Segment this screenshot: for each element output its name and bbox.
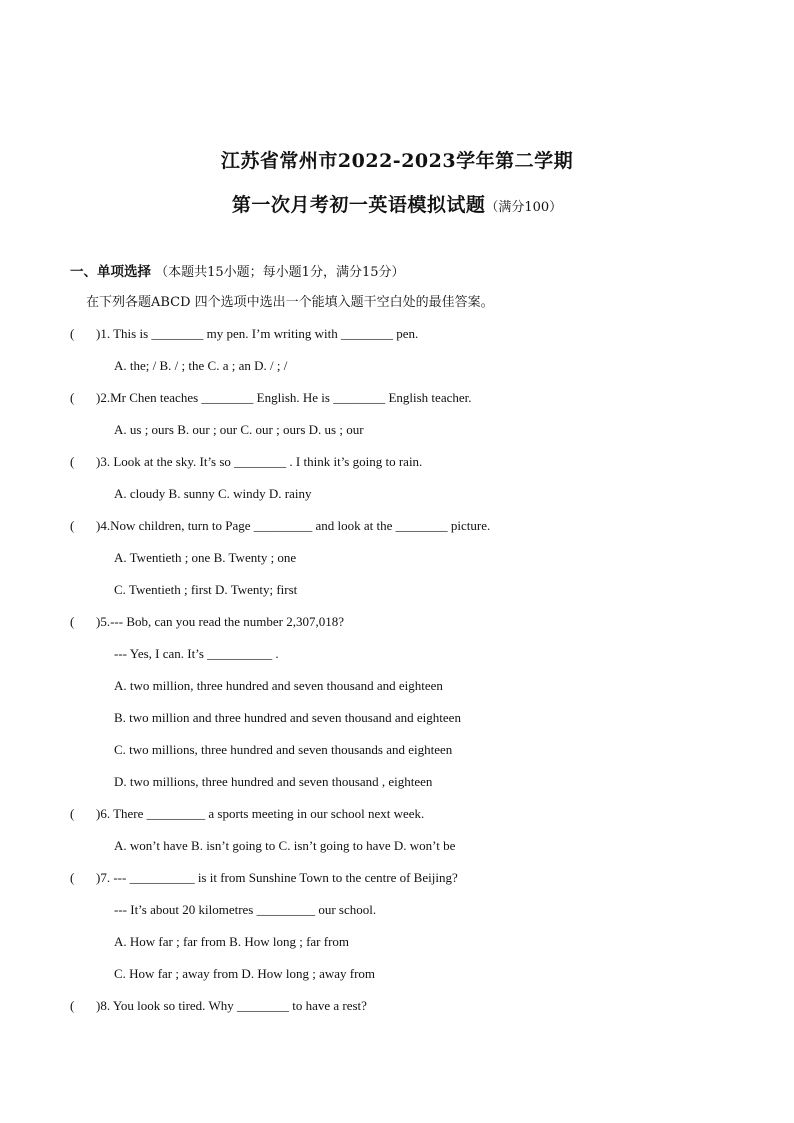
question-text: )5.--- Bob, can you read the number 2,307,018? — [96, 614, 345, 629]
question-text: )6. There _________ a sports meeting in our school next week. — [96, 806, 425, 821]
answer-blank: ( — [70, 390, 75, 405]
question-option: --- Yes, I can. It’s __________ . — [114, 646, 279, 661]
answer-blank: ( — [70, 454, 75, 469]
question-option: --- It’s about 20 kilometres _________ our school. — [114, 902, 377, 917]
section-scoring-note: （本题共15小题；每小题1分，满分15分） — [155, 265, 405, 280]
question-option: C. two millions, three hundred and seven thousands and eighteen — [114, 742, 453, 757]
question-text: )4.Now children, turn to Page _________ and look at the ________ picture. — [96, 518, 491, 533]
answer-blank: ( — [70, 614, 75, 629]
question-option: A. the; / B. / ; the C. a ; an D. / ; / — [114, 358, 288, 373]
question-option: A. us ; ours B. our ; our C. our ; ours D. us ; our — [114, 422, 364, 437]
section-instruction: 在下列各题ABCD 四个选项中选出一个能填入题干空白处的最佳答案。 — [86, 295, 494, 310]
full-score-note: （满分100） — [485, 200, 563, 215]
question-option: B. two million and three hundred and seven thousand and eighteen — [114, 710, 461, 725]
question-option: D. two millions, three hundred and seven thousand , eighteen — [114, 774, 433, 789]
question-text: )8. You look so tired. Why ________ to have a rest? — [96, 998, 367, 1013]
question-option: A. won’t have B. isn’t going to C. isn’t going to have D. won’t be — [114, 838, 456, 853]
exam-title-text: 第一次月考初一英语模拟试题 — [231, 194, 486, 216]
answer-blank: ( — [70, 518, 75, 533]
question-option: A. two million, three hundred and seven thousand and eighteen — [114, 678, 443, 693]
answer-blank: ( — [70, 806, 75, 821]
answer-blank: ( — [70, 998, 75, 1013]
question-text: )7. --- __________ is it from Sunshine Town to the centre of Beijing? — [96, 870, 458, 885]
question-option: C. How far ; away from D. How long ; away from — [114, 966, 376, 981]
question-option: A. How far ; far from B. How long ; far from — [114, 934, 350, 949]
section-title: 一、单项选择 — [70, 264, 151, 280]
question-text: )2.Mr Chen teaches ________ English. He is ________ English teacher. — [96, 390, 472, 405]
answer-blank: ( — [70, 326, 75, 341]
question-text: )1. This is ________ my pen. I’m writing with ________ pen. — [96, 326, 419, 341]
exam-title-line2 — [0, 190, 794, 217]
section-heading — [70, 260, 405, 280]
answer-blank: ( — [70, 870, 75, 885]
question-text: )3. Look at the sky. It’s so ________ . I think it’s going to rain. — [96, 454, 423, 469]
question-option: A. Twentieth ; one B. Twenty ; one — [114, 550, 297, 565]
exam-title-line1: 江苏省常州市2022-2023学年第二学期 — [220, 150, 574, 172]
question-option: C. Twentieth ; first D. Twenty; first — [114, 582, 298, 597]
question-option: A. cloudy B. sunny C. windy D. rainy — [114, 486, 312, 501]
